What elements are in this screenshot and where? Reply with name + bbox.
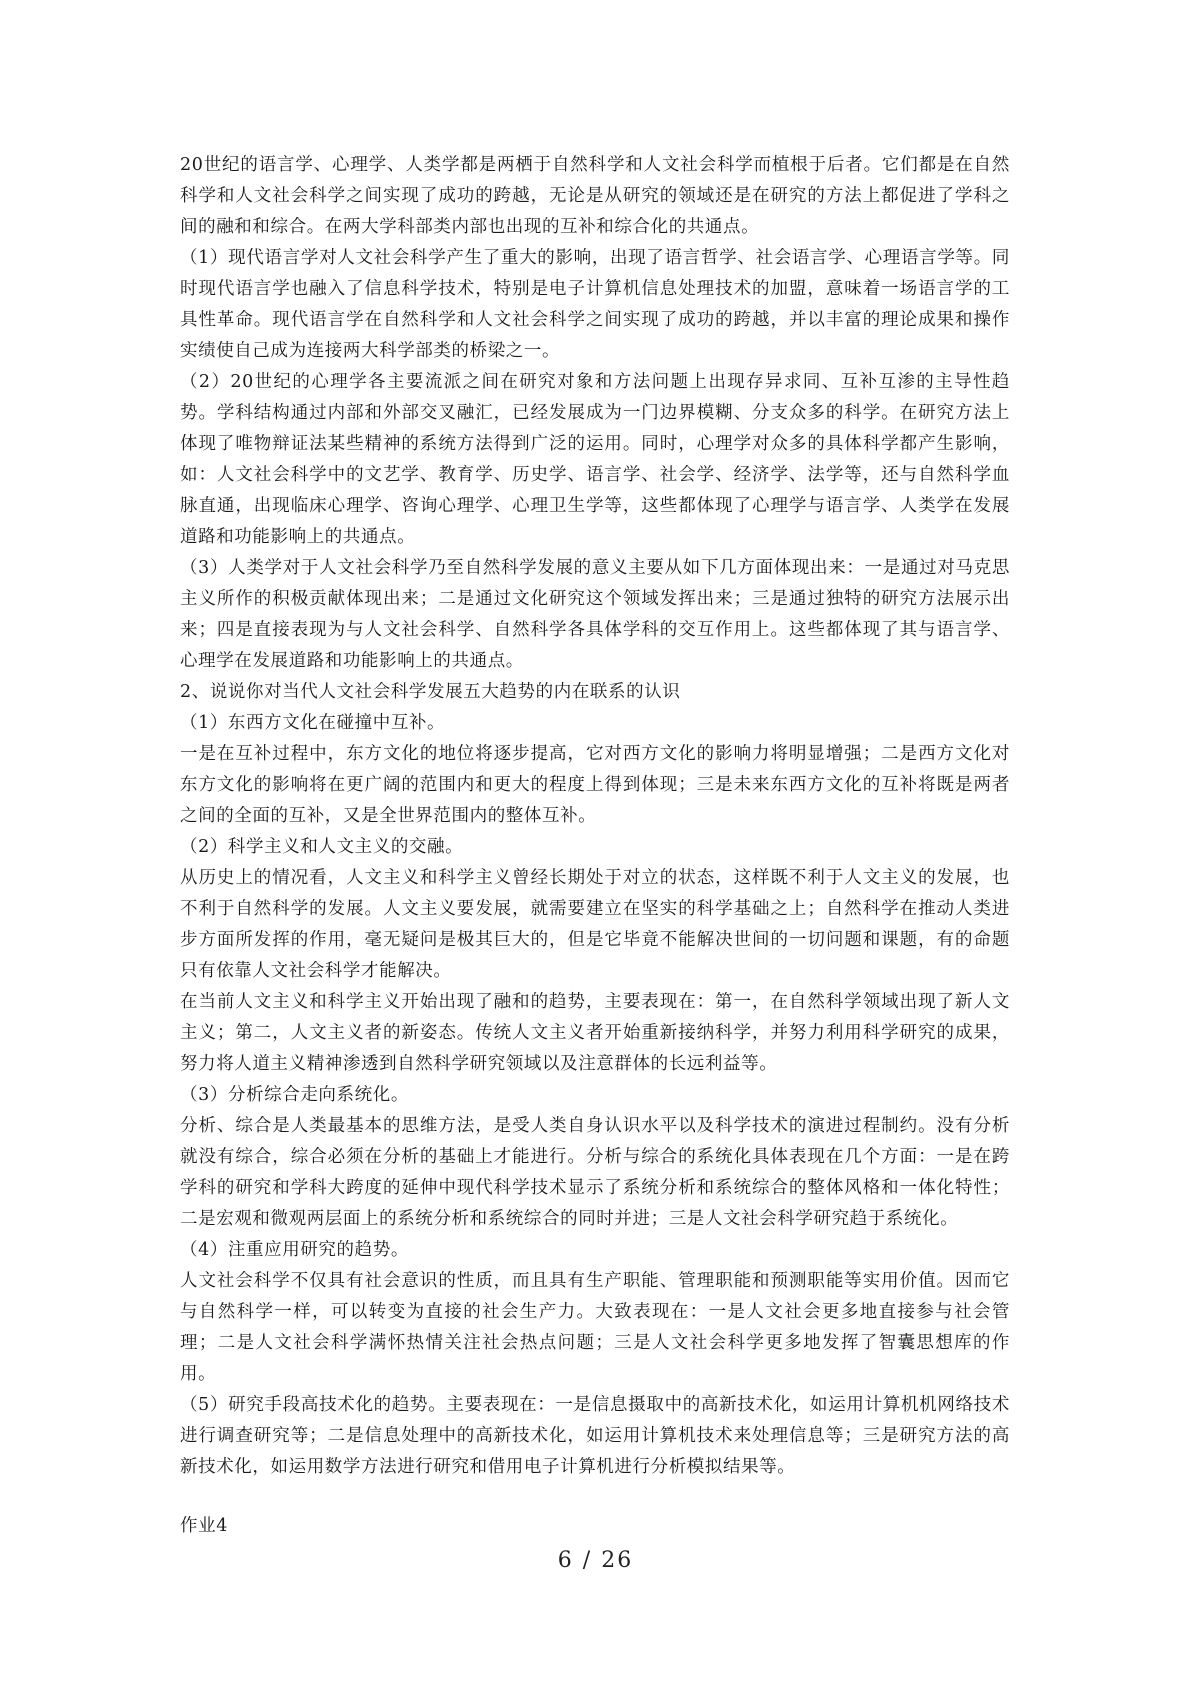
next-assignment-heading: 作业4: [180, 1516, 228, 1536]
subheading-systematization: （3）分析综合走向系统化。: [180, 1085, 409, 1105]
paragraph-current-trend: 在当前人文主义和科学主义开始出现了融和的趋势，主要表现在：第一，在自然科学领域出现了新人文主义；第二，人文主义者的新姿态。传统人文主义者开始重新接纳科学，并努力利用科学研究的成果，努力将人道主义精神渗透到自然科学研究领域以及注意群体的长远利益等。: [180, 992, 1010, 1074]
paragraph-linguistics: （1）现代语言学对人文社会科学产生了重大的影响，出现了语言哲学、社会语言学、心理语言学等。同时现代语言学也融入了信息科学技术，特别是电子计算机信息处理技术的加盟，意味着一场语言学的工具性革命。现代语言学在自然科学和人文社会科学之间实现了成功的跨越，并以丰富的理论成果和操作实绩使自己成为连接两大科学部类的桥梁之一。: [180, 248, 1010, 361]
paragraph-applied-research: 人文社会科学不仅具有社会意识的性质，而且具有生产职能、管理职能和预测职能等实用价值。因而它与自然科学一样，可以转变为直接的社会生产力。大致表现在：一是人文社会更多地直接参与社会管理；二是人文社会科学满怀热情关注社会热点问题；三是人文社会科学更多地发挥了智囊思想库的作用。: [180, 1271, 1010, 1384]
subheading-science-humanism: （2）科学主义和人文主义的交融。: [180, 837, 464, 857]
paragraph-history: 从历史上的情况看，人文主义和科学主义曾经长期处于对立的状态，这样既不利于人文主义的发展，也不利于自然科学的发展。人文主义要发展，就需要建立在坚实的科学基础之上；自然科学在推动人类进步方面所发挥的作用，毫无疑问是极其巨大的，但是它毕竟不能解决世间的一切问题和课题，有的命题只有依靠人文社会科学才能解决。: [180, 868, 1010, 981]
paragraph-east-west: 一是在互补过程中，东方文化的地位将逐步提高，它对西方文化的影响力将明显增强；二是西方文化对东方文化的影响将在更广阔的范围内和更大的程度上得到体现；三是未来东西方文化的互补将既是两者之间的全面的互补，又是全世界范围内的整体互补。: [180, 744, 1010, 826]
question-heading: 2、说说你对当代人文社会科学发展五大趋势的内在联系的认识: [180, 682, 681, 702]
paragraph-psychology: （2）20世纪的心理学各主要流派之间在研究对象和方法问题上出现存异求同、互补互渗的主导性趋势。学科结构通过内部和外部交叉融汇，已经发展成为一门边界模糊、分支众多的科学。在研究方法上体现了唯物辩证法某些精神的系统方法得到广泛的运用。同时，心理学对众多的具体科学都产生影响，如：人文社会科学中的文艺学、教育学、历史学、语言学、社会学、经济学、法学等，还与自然科学血脉直通，出现临床心理学、咨询心理学、心理卫生学等，这些都体现了心理学与语言学、人类学在发展道路和功能影响上的共通点。: [180, 372, 1010, 547]
section-spacer: [180, 1483, 1010, 1511]
document-body: [180, 150, 1010, 1542]
subheading-applied-research: （4）注重应用研究的趋势。: [180, 1240, 409, 1260]
paragraph-high-tech: （5）研究手段高技术化的趋势。主要表现在：一是信息摄取中的高新技术化，如运用计算机机网络技术进行调查研究等；二是信息处理中的高新技术化，如运用计算机技术来处理信息等；三是研究方法的高新技术化，如运用数学方法进行研究和借用电子计算机进行分析模拟结果等。: [180, 1395, 1010, 1477]
paragraph-analysis-synthesis: 分析、综合是人类最基本的思维方法，是受人类自身认识水平以及科学技术的演进过程制约。没有分析就没有综合，综合必须在分析的基础上才能进行。分析与综合的系统化具体表现在几个方面：一是在跨学科的研究和学科大跨度的延伸中现代科学技术显示了系统分析和系统综合的整体风格和一体化特性；二是宏观和微观两层面上的系统分析和系统综合的同时并进；三是人文社会科学研究趋于系统化。: [180, 1116, 1010, 1229]
page-number: 6 / 26: [557, 1548, 634, 1573]
paragraph-anthropology: （3）人类学对于人文社会科学乃至自然科学发展的意义主要从如下几方面体现出来：一是通过对马克思主义所作的积极贡献体现出来；二是通过文化研究这个领域发挥出来；三是通过独特的研究方法展示出来；四是直接表现为与人文社会科学、自然科学各具体学科的交互作用上。这些都体现了其与语言学、心理学在发展道路和功能影响上的共通点。: [180, 558, 1010, 671]
paragraph-intro: 20世纪的语言学、心理学、人类学都是两栖于自然科学和人文社会科学而植根于后者。它们都是在自然科学和人文社会科学之间实现了成功的跨越，无论是从研究的领域还是在研究的方法上都促进了学科之间的融和和综合。在两大学科部类内部也出现的互补和综合化的共通点。: [180, 155, 1010, 237]
subheading-east-west: （1）东西方文化在碰撞中互补。: [180, 713, 446, 733]
